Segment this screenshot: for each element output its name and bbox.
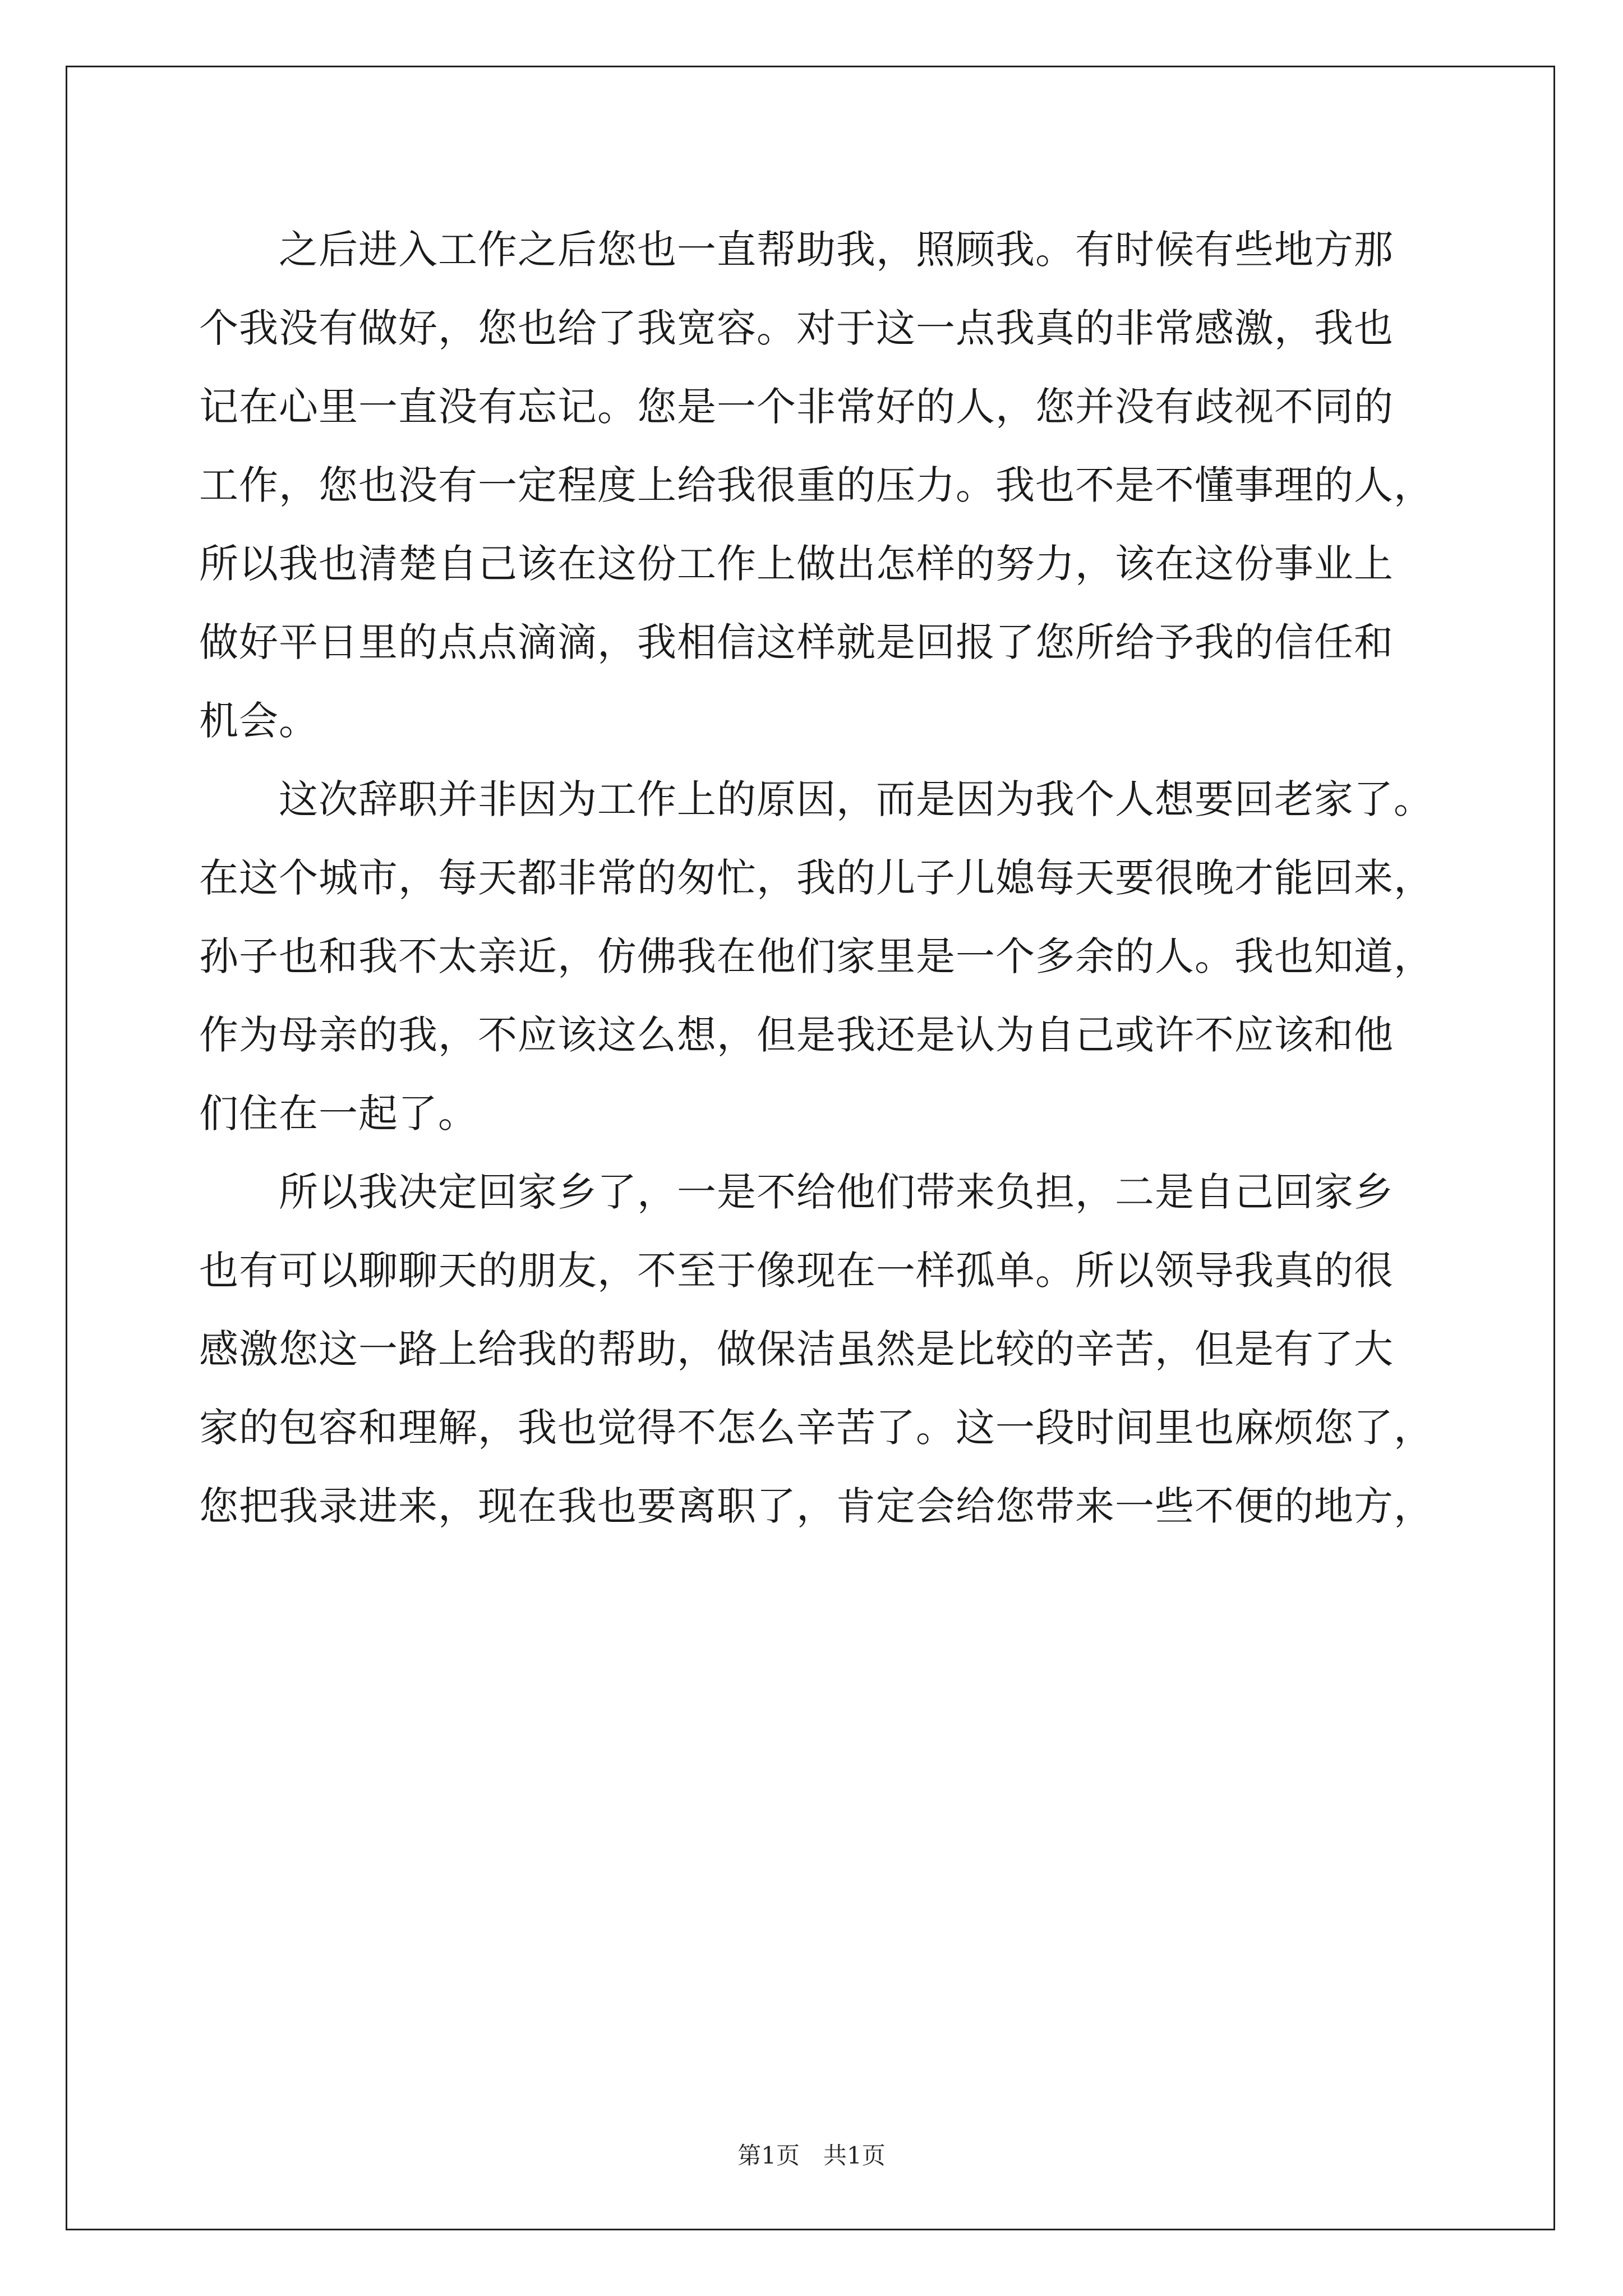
body-line-1: 之后进入工作之后您也一直帮助我，照顾我。有时候有些地方那 (199, 227, 1394, 273)
body-line-15: 感激您这一路上给我的帮助，做保洁虽然是比较的辛苦，但是有了大 (199, 1326, 1394, 1372)
body-line-2: 个我没有做好，您也给了我宽容。对于这一点我真的非常感激，我也 (199, 305, 1394, 351)
body-line-12: 们住在一起了。 (199, 1091, 478, 1137)
body-line-13: 所以我决定回家乡了，一是不给他们带来负担，二是自己回家乡 (199, 1169, 1394, 1215)
body-line-10: 孙子也和我不太亲近，仿佛我在他们家里是一个多余的人。我也知道， (199, 933, 1433, 979)
body-line-11: 作为母亲的我，不应该这么想，但是我还是认为自己或许不应该和他 (199, 1012, 1394, 1058)
body-line-7: 机会。 (199, 698, 319, 744)
body-line-17: 您把我录进来，现在我也要离职了，肯定会给您带来一些不便的地方， (199, 1483, 1433, 1529)
body-line-9: 在这个城市，每天都非常的匆忙，我的儿子儿媳每天要很晚才能回来， (199, 855, 1433, 901)
body-line-16: 家的包容和理解，我也觉得不怎么辛苦了。这一段时间里也麻烦您了， (199, 1405, 1433, 1451)
body-line-8: 这次辞职并非因为工作上的原因，而是因为我个人想要回老家了。 (199, 776, 1433, 822)
body-line-3: 记在心里一直没有忘记。您是一个非常好的人，您并没有歧视不同的 (199, 384, 1394, 430)
page-number-footer: 第1页 共1页 (737, 2142, 886, 2169)
body-line-14: 也有可以聊聊天的朋友，不至于像现在一样孤单。所以领导我真的很 (199, 1248, 1394, 1294)
body-line-4: 工作，您也没有一定程度上给我很重的压力。我也不是不懂事理的人， (199, 462, 1433, 508)
body-line-5: 所以我也清楚自己该在这份工作上做出怎样的努力，该在这份事业上 (199, 541, 1394, 587)
body-line-6: 做好平日里的点点滴滴，我相信这样就是回报了您所给予我的信任和 (199, 619, 1394, 665)
